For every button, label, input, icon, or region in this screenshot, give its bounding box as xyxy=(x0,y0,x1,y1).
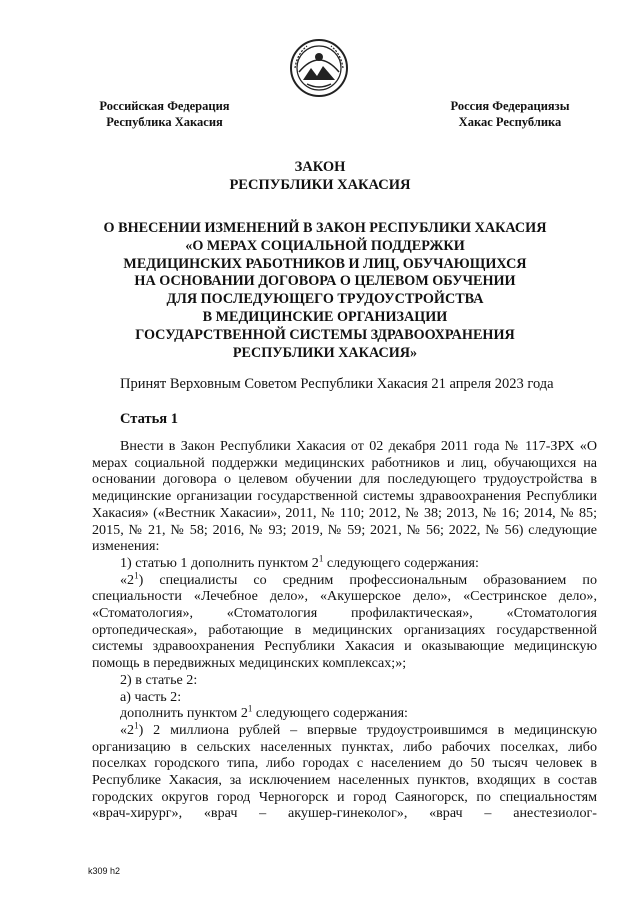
quote-2-paragraph xyxy=(92,722,597,822)
header-left-republic: Республика Хакасия xyxy=(106,115,223,129)
title-line: О ВНЕСЕНИИ ИЗМЕНЕНИЙ В ЗАКОН РЕСПУБЛИКИ ХАКАСИЯ xyxy=(103,220,547,236)
item-2a-superscript: 1 xyxy=(247,703,253,714)
intro-paragraph: Внести в Закон Республики Хакасия от 02 декабря 2011 года № 117-ЗРХ «О мерах социальной поддержки медицинских работников и лиц, обучающихся на основании договора о целевом обучении для последующего трудоустройства в медицинские организации государственной системы здравоохранения Республики Хакасия» («Вестник Хакасии», 2011, № 110; 2012, № 38; 2013, № 16; 2014, № 85; 2015, № 21, № 58; 2016, № 93; 2019, № 59; 2021, № 56; 2022, № 56) следующие изменения: xyxy=(92,438,597,555)
title-line: В МЕДИЦИНСКИЕ ОРГАНИЗАЦИИ xyxy=(202,308,448,325)
item-2a-paragraph: а) часть 2: xyxy=(120,688,182,705)
item-1-suffix: следующего содержания: xyxy=(323,554,479,571)
title-line: «О МЕРАХ СОЦИАЛЬНОЙ ПОДДЕРЖКИ xyxy=(185,237,465,254)
quote-2-superscript: 1 xyxy=(134,720,139,731)
title-line: ГОСУДАРСТВЕННОЙ СИСТЕМЫ ЗДРАВООХРАНЕНИЯ xyxy=(135,326,515,343)
title-line: РЕСПУБЛИКИ ХАКАСИЯ» xyxy=(232,344,418,361)
item-1-superscript: 1 xyxy=(318,553,324,564)
coat-of-arms-emblem xyxy=(289,38,349,98)
header-right-block xyxy=(430,98,590,130)
item-2a-text: дополнить пунктом 2 xyxy=(120,705,248,722)
adoption-statement: Принят Верховным Советом Республики Хакасия 21 апреля 2023 года xyxy=(120,376,554,392)
title-line: ДЛЯ ПОСЛЕДУЮЩЕГО ТРУДОУСТРОЙСТВА xyxy=(166,291,484,308)
law-type: ЗАКОН xyxy=(294,159,346,175)
quote-1-text: ) специалисты со средним профессиональным образованием по специальности «Лечебное дело», «Акушерское дело», «Сестринское дело», «Стоматология», «Стоматология профилактическая», «Стоматология ортопедическая», работающие в медицинских организациях государственной системы здравоохранения Республики Хакасия и оказывающие медицинскую помощь в передвижных медицинских комплексах;»; xyxy=(92,571,597,672)
item-1-text: 1) статью 1 дополнить пунктом 2 xyxy=(120,554,319,571)
quote-2-text: ) 2 миллиона рублей – впервые трудоустроившимся в медицинскую организацию в сельских населенных пунктах, либо рабочих поселках, либо поселках городского типа, либо городах с населением до 50 тысяч человек в Республике Хакасия, за исключением населенных пунктов, входящих в состав городских округов город Черногорск и город Саяногорск, по специальностям «врач-хирург», «врач – акушер-гинеколог», «врач – анестезиолог- xyxy=(92,721,597,822)
quote-2-open: «2 xyxy=(120,721,135,738)
item-2-paragraph: 2) в статье 2: xyxy=(120,671,198,688)
item-2a-suffix: следующего содержания: xyxy=(252,705,408,722)
item-1-paragraph xyxy=(92,555,597,572)
article-body xyxy=(92,438,597,822)
header-left-block xyxy=(92,98,237,130)
header-right-country: Россия Федерациязы xyxy=(450,99,570,113)
title-line: МЕДИЦИНСКИХ РАБОТНИКОВ И ЛИЦ, ОБУЧАЮЩИХСЯ xyxy=(123,255,527,272)
article-heading: Статья 1 xyxy=(120,411,178,427)
quote-1-paragraph xyxy=(92,569,597,672)
header-left-country: Российская Федерация xyxy=(99,99,230,113)
quote-1-superscript: 1 xyxy=(134,569,139,580)
header-right-republic: Хакас Республика xyxy=(458,115,562,129)
law-issuer: РЕСПУБЛИКИ ХАКАСИЯ xyxy=(229,177,411,193)
quote-1-open: «2 xyxy=(120,571,135,588)
law-title xyxy=(60,220,590,362)
title-line: НА ОСНОВАНИИ ДОГОВОРА О ЦЕЛЕВОМ ОБУЧЕНИИ xyxy=(134,273,516,290)
document-code: k309 h2 xyxy=(88,866,121,876)
item-2a-addition xyxy=(92,705,597,722)
